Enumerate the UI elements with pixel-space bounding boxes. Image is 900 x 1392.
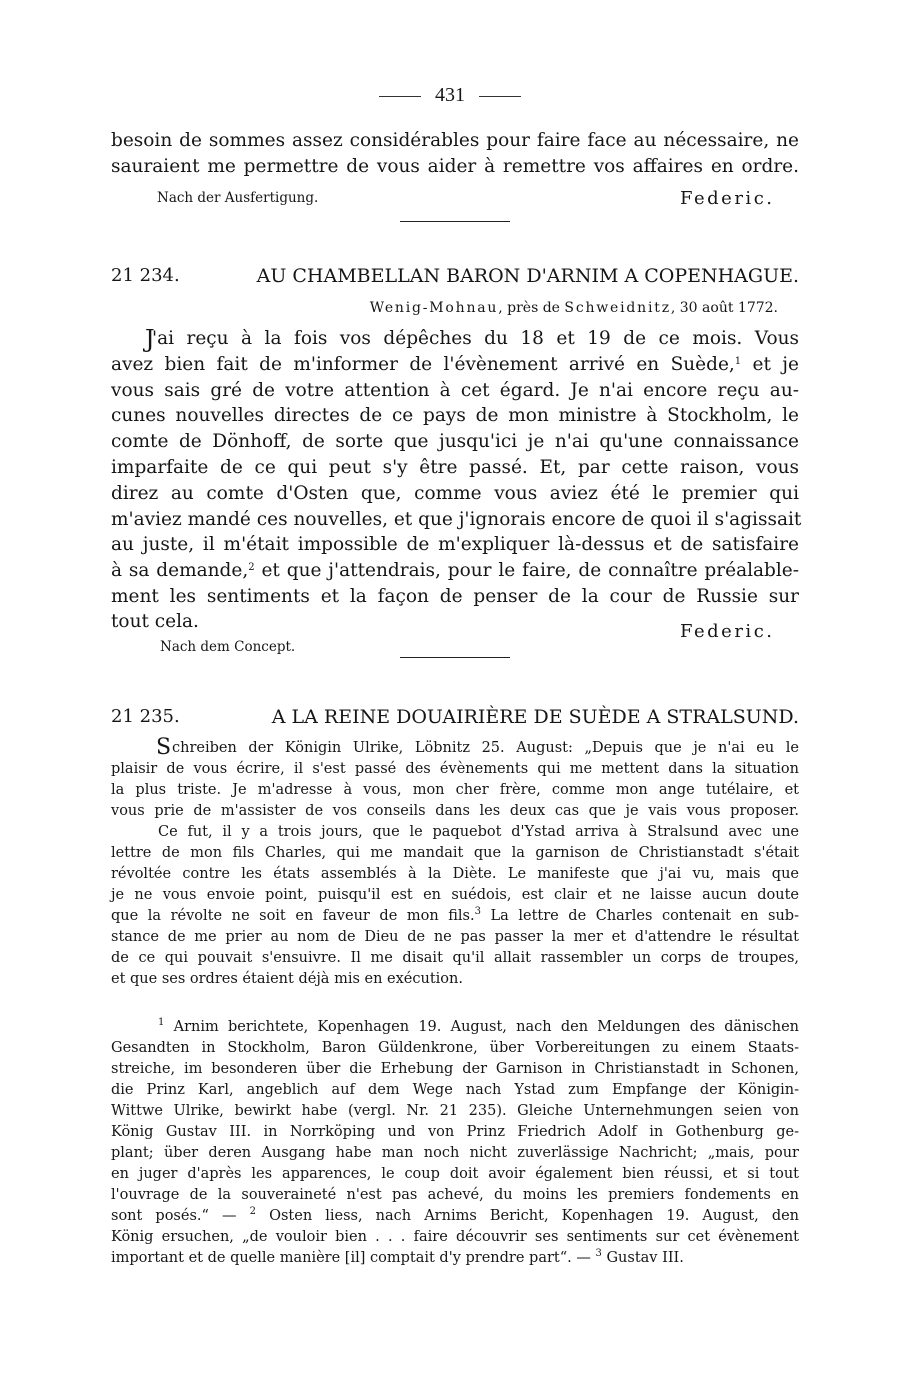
page-number-header xyxy=(0,84,900,107)
footnote-line-7: plant; über deren Ausgang habe man noch nicht zuverlässige Nachricht; „mais, pour xyxy=(111,1145,799,1161)
footnote-line-12 xyxy=(111,1250,684,1266)
footnote-line-12-text: important et de quelle manière [il] comptait d'y prendre part“. — xyxy=(111,1250,591,1266)
footnote-line-10-text: sont posés.“ — xyxy=(111,1208,237,1224)
footnote-line-1-text: Arnim berichtete, Kopenhagen 19. August, nach den Meldungen des dänischen xyxy=(173,1019,799,1035)
intro-signature: Federic. xyxy=(680,188,775,209)
intro-source-note: Nach der Ausfertigung. xyxy=(157,190,319,206)
letter-21234-line-4: cunes nouvelles directes de ce pays de mon ministre à Stockholm, le xyxy=(111,405,799,426)
letter-21235-heading xyxy=(111,706,799,728)
line-10-text: à sa demande, xyxy=(111,560,249,581)
letter-21235-number: 21 235. xyxy=(111,706,180,727)
footnote-line-9: l'ouvrage de la souveraineté n'est pas achevé, du moins les premiers fondements en xyxy=(111,1187,799,1203)
section-divider xyxy=(400,221,510,222)
footnote-line-10-tail: Osten liess, nach Arnims Bericht, Kopenhagen 19. August, den xyxy=(269,1208,800,1224)
letter-21235-line-11: de ce qui pouvait s'ensuivre. Il me disait qu'il allait rassembler un corps de troupes, xyxy=(111,950,799,966)
l21235-line-9-tail: La lettre de Charles contenait en sub- xyxy=(490,908,799,924)
letter-21234-dateline xyxy=(290,300,778,316)
footnote-marker-1: 1 xyxy=(158,1017,165,1028)
letter-21234-line-3: vous sais gré de votre attention à cet égard. Je n'ai encore reçu au- xyxy=(111,380,799,401)
letter-21234-heading xyxy=(111,265,799,287)
letter-21234-line-12: tout cela. xyxy=(111,611,199,632)
letter-21234-source-note: Nach dem Concept. xyxy=(160,639,296,655)
letter-21234-line-8: m'aviez mandé ces nouvelles, et que j'ignorais encore de quoi il s'agissait xyxy=(111,509,802,530)
footnote-line-1 xyxy=(158,1019,799,1035)
letter-21235-line-8: je ne vous envoie point, puisqu'il est en suédois, est clair et ne laisse aucun doute xyxy=(111,887,799,903)
footnote-ref-3: 3 xyxy=(474,906,481,917)
dateline-connector: , près de xyxy=(498,300,565,316)
letter-21235-line-12: et que ses ordres étaient déjà mis en exécution. xyxy=(111,971,463,987)
footnote-ref-1: 1 xyxy=(734,356,742,367)
footnote-marker-2: 2 xyxy=(249,1206,256,1217)
l21235-line-1-text: chreiben der Königin Ulrike, Löbnitz 25. August: „Depuis que je n'ai eu le xyxy=(172,740,799,756)
section-divider-2 xyxy=(400,657,510,658)
footnote-line-12-tail: Gustav III. xyxy=(606,1250,684,1266)
letter-21234-number: 21 234. xyxy=(111,265,180,286)
letter-21234-line-5: comte de Dönhoff, de sorte que jusqu'ici je n'ai qu'une connaissance xyxy=(111,431,799,452)
letter-21235-line-9 xyxy=(111,908,799,924)
dateline-place: Wenig-Mohnau xyxy=(369,300,499,316)
letter-21234-line-11: ment les sentiments et la façon de penser de la cour de Russie sur xyxy=(111,586,799,607)
footnote-line-5: Wittwe Ulrike, bewirkt habe (vergl. Nr. 21 235). Gleiche Unternehmungen seien von xyxy=(111,1103,799,1119)
l21235-line-9-text: que la révolte ne soit en faveur de mon fils. xyxy=(111,908,475,924)
footnote-line-10 xyxy=(111,1208,799,1224)
intro-line-2: sauraient me permettre de vous aider à remettre vos affaires en ordre. xyxy=(111,156,799,177)
line-10-tail: et que j'attendrais, pour le faire, de connaître préalable- xyxy=(261,560,800,581)
letter-21234-title: AU CHAMBELLAN BARON D'ARNIM A COPENHAGUE. xyxy=(256,265,799,287)
line-2-text: avez bien fait de m'informer de l'évènement arrivé en Suède, xyxy=(111,354,735,375)
page-number: 431 xyxy=(435,84,465,106)
letter-21235-line-4: vous prie de m'assister de vos conseils dans les deux cas que je vais vous proposer. xyxy=(111,803,799,819)
dateline-place-2: Schweidnitz xyxy=(564,300,671,316)
letter-21235-line-2: plaisir de vous écrire, il s'est passé des évènements qui me mettent dans la situation xyxy=(111,761,799,777)
letter-21234-line-10 xyxy=(111,560,799,581)
dateline-date: , 30 août 1772. xyxy=(670,300,778,316)
letter-21235-line-7: révoltée contre les états assemblés à la Diète. Le manifeste que j'ai vu, mais que xyxy=(111,866,799,882)
footnote-line-2: Gesandten in Stockholm, Baron Güldenkrone, über Vorbereitungen zu einem Staats- xyxy=(111,1040,799,1056)
letter-21235-line-10: stance de me prier au nom de Dieu de ne pas passer la mer et d'attendre le résultat xyxy=(111,929,799,945)
letter-21235-line-6: lettre de mon fils Charles, qui me mandait que la garnison de Christianstadt s'était xyxy=(111,845,799,861)
footnote-line-6: König Gustav III. in Norrköping und von Prinz Friedrich Adolf in Gothenburg ge- xyxy=(111,1124,799,1140)
footnote-line-3: streiche, im besonderen über die Erhebung der Garnison in Christianstadt in Schonen, xyxy=(111,1061,799,1077)
line-2-tail: et je xyxy=(752,354,799,375)
drop-initial-j: J xyxy=(145,325,155,353)
drop-initial-s: S xyxy=(156,735,172,760)
footnote-line-11: König ersuchen, „de vouloir bien . . . faire découvrir ses sentiments sur cet évènement xyxy=(111,1229,799,1245)
footnote-marker-3: 3 xyxy=(595,1248,602,1259)
letter-21235-line-5: Ce fut, il y a trois jours, que le paquebot d'Ystad arriva à Stralsund avec une xyxy=(158,824,799,840)
letter-21235-title: A LA REINE DOUAIRIÈRE DE SUÈDE A STRALSUND. xyxy=(271,706,799,728)
header-dash-left xyxy=(379,96,421,97)
intro-line-1: besoin de sommes assez considérables pour faire face au nécessaire, ne xyxy=(111,130,799,151)
letter-21235-line-1 xyxy=(156,735,799,760)
footnote-line-4: die Prinz Karl, angeblich auf dem Wege nach Ystad zum Empfange der Königin- xyxy=(111,1082,799,1098)
letter-21235-line-3: la plus triste. Je m'adresse à vous, mon cher frère, comme mon ange tutélaire, et xyxy=(111,782,799,798)
line-1-text: 'ai reçu à la fois vos dépêches du 18 et 19 de ce mois. Vous xyxy=(152,328,799,349)
letter-21234-line-7: direz au comte d'Osten que, comme vous aviez été le premier qui xyxy=(111,483,799,504)
letter-21234-signature: Federic. xyxy=(680,621,775,642)
letter-21234-line-1 xyxy=(145,325,799,353)
letter-21234-line-2 xyxy=(111,354,799,375)
footnote-line-8: en juger d'après les apparences, le coup doit avoir également bien réussi, et si tout xyxy=(111,1166,799,1182)
letter-21234-line-9: au juste, il m'était impossible de m'expliquer là-dessus et de satisfaire xyxy=(111,534,799,555)
header-dash-right xyxy=(479,96,521,97)
footnote-ref-2: 2 xyxy=(248,562,255,573)
letter-21234-line-6: imparfaite de ce qui peut s'y être passé. Et, par cette raison, vous xyxy=(111,457,799,478)
